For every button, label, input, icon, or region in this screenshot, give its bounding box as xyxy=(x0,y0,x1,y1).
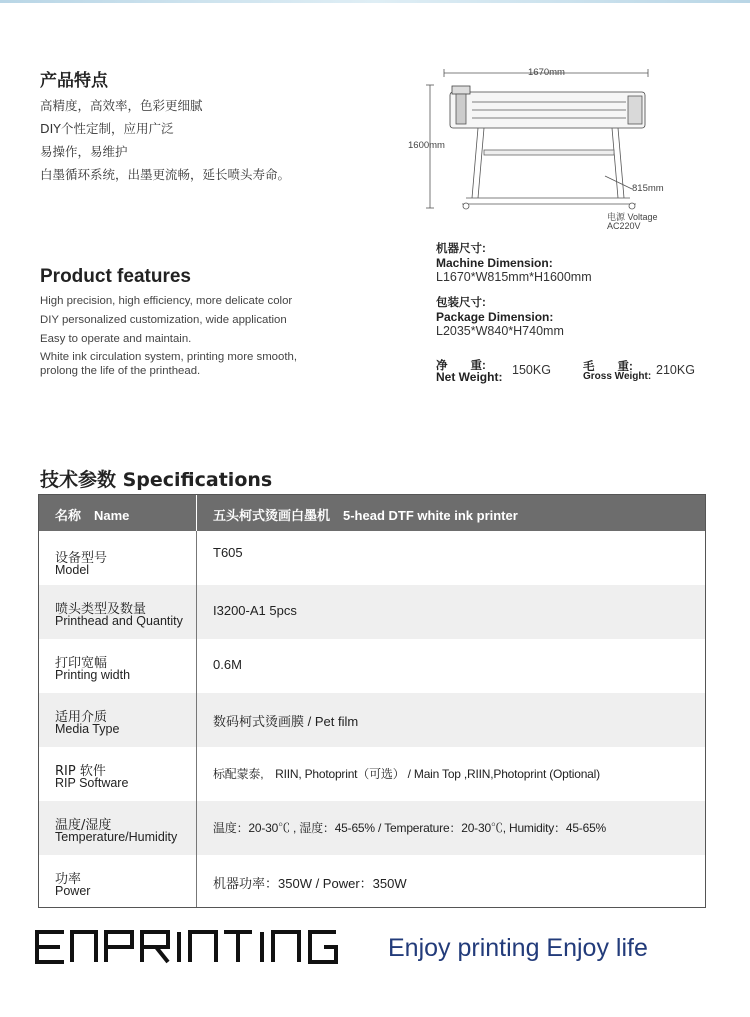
net-weight-label-en: Net Weight: xyxy=(436,370,503,384)
row-label-en: Printing width xyxy=(55,668,131,682)
row-label-cn: 打印宽幅 xyxy=(55,656,108,671)
row-label-cn: 功率 xyxy=(55,872,82,887)
feature-cn-line: 高精度，高效率，色彩更细腻 xyxy=(40,98,203,113)
package-dimension-label-en: Package Dimension: xyxy=(436,310,554,324)
gross-weight-label-en: Gross Weight: xyxy=(583,371,652,382)
column-divider xyxy=(196,693,197,747)
column-divider xyxy=(196,585,197,639)
features-cn-title: 产品特点 xyxy=(40,71,108,91)
machine-dimension-label-en: Machine Dimension: xyxy=(436,256,553,270)
row-label-en: RIP Software xyxy=(55,776,129,790)
row-value: 0.6M xyxy=(213,657,242,672)
voltage-value: AC220V xyxy=(607,221,641,231)
row-value: 标配蒙泰, RIIN, Photoprint（可选） / Main Top ,RIIN,Photoprint (Optional) xyxy=(213,767,600,781)
brand-slogan: Enjoy printing Enjoy life xyxy=(388,934,648,962)
header-product-cell: 五头柯式烫画白墨机 5-head DTF white ink printer xyxy=(213,508,518,523)
gross-weight-label-cn: 毛 重: xyxy=(583,361,633,373)
feature-cn-line: 白墨循环系统，出墨更流畅，延长喷头寿命。 xyxy=(40,167,291,182)
table-row xyxy=(39,801,705,855)
table-row xyxy=(39,585,705,639)
column-divider xyxy=(196,747,197,801)
feature-cn-line: DIY个性定制，应用广泛 xyxy=(40,121,174,136)
package-dimension-block xyxy=(436,294,564,338)
table-row xyxy=(39,855,705,908)
package-dimension-label-cn: 包装尺寸: xyxy=(436,297,486,309)
row-value: T605 xyxy=(213,545,243,560)
row-value: I3200-A1 5pcs xyxy=(213,603,297,618)
row-value: 数码柯式烫画膜 / Pet film xyxy=(213,714,359,729)
feature-en-line: DIY personalized customization, wide application xyxy=(40,314,287,326)
depth-label: 815mm xyxy=(632,183,664,194)
table-row xyxy=(39,747,705,801)
voltage-label: 电源 Voltage xyxy=(607,212,658,222)
row-label-en: Power xyxy=(55,884,91,898)
column-divider xyxy=(196,639,197,693)
feature-en-line: White ink circulation system, printing more smooth, prolong the life of the printhead. xyxy=(40,351,298,377)
machine-dimension-value: L1670*W815mm*H1600mm xyxy=(436,270,592,284)
net-weight-value: 150KG xyxy=(512,363,551,377)
table-header xyxy=(39,495,705,531)
row-label-cn: 适用介质 xyxy=(55,710,108,725)
row-value: 机器功率：350W / Power：350W xyxy=(213,876,407,891)
feature-cn-line: 易操作，易维护 xyxy=(40,144,128,159)
net-weight-label-cn: 净 重: xyxy=(436,360,486,372)
row-label-cn: 喷头类型及数量 xyxy=(55,602,147,617)
row-label-en: Media Type xyxy=(55,722,120,736)
column-divider xyxy=(196,801,197,855)
height-label: 1600mm xyxy=(408,140,445,151)
package-dimension-value: L2035*W840*H740mm xyxy=(436,324,564,338)
specifications-title: 技术参数 Specifications xyxy=(40,469,273,491)
feature-en-line: High precision, high efficiency, more delicate color xyxy=(40,295,293,307)
row-label-en: Model xyxy=(55,563,90,577)
row-label-en: Temperature/Humidity xyxy=(55,830,178,844)
row-label-cn: 温度/湿度 xyxy=(55,818,112,833)
table-row xyxy=(39,693,705,747)
printer-dimension-diagram xyxy=(400,58,700,238)
gross-weight-value: 210KG xyxy=(656,363,695,377)
header-name-cell: 名称 Name xyxy=(55,508,130,523)
column-divider xyxy=(196,531,197,585)
top-accent-rule xyxy=(0,0,750,3)
row-label-cn: RIP 软件 xyxy=(55,764,106,779)
specifications-table xyxy=(38,494,706,908)
brand-logo xyxy=(34,929,364,965)
machine-dimension-block xyxy=(436,240,592,284)
depth-dimension-line xyxy=(605,176,632,189)
table-row xyxy=(39,531,705,585)
feature-en-line: Easy to operate and maintain. xyxy=(40,333,192,345)
width-label: 1670mm xyxy=(528,67,565,78)
machine-dimension-label-cn: 机器尺寸: xyxy=(436,243,486,255)
row-label-cn: 设备型号 xyxy=(55,551,108,566)
column-divider xyxy=(196,495,197,531)
table-row xyxy=(39,639,705,693)
features-en-title: Product features xyxy=(40,266,191,287)
row-value: 温度：20-30℃ , 湿度：45-65% / Temperature：20-30℃, Humidity：45-65% xyxy=(213,821,607,835)
column-divider xyxy=(196,855,197,908)
row-label-en: Printhead and Quantity xyxy=(55,614,183,628)
